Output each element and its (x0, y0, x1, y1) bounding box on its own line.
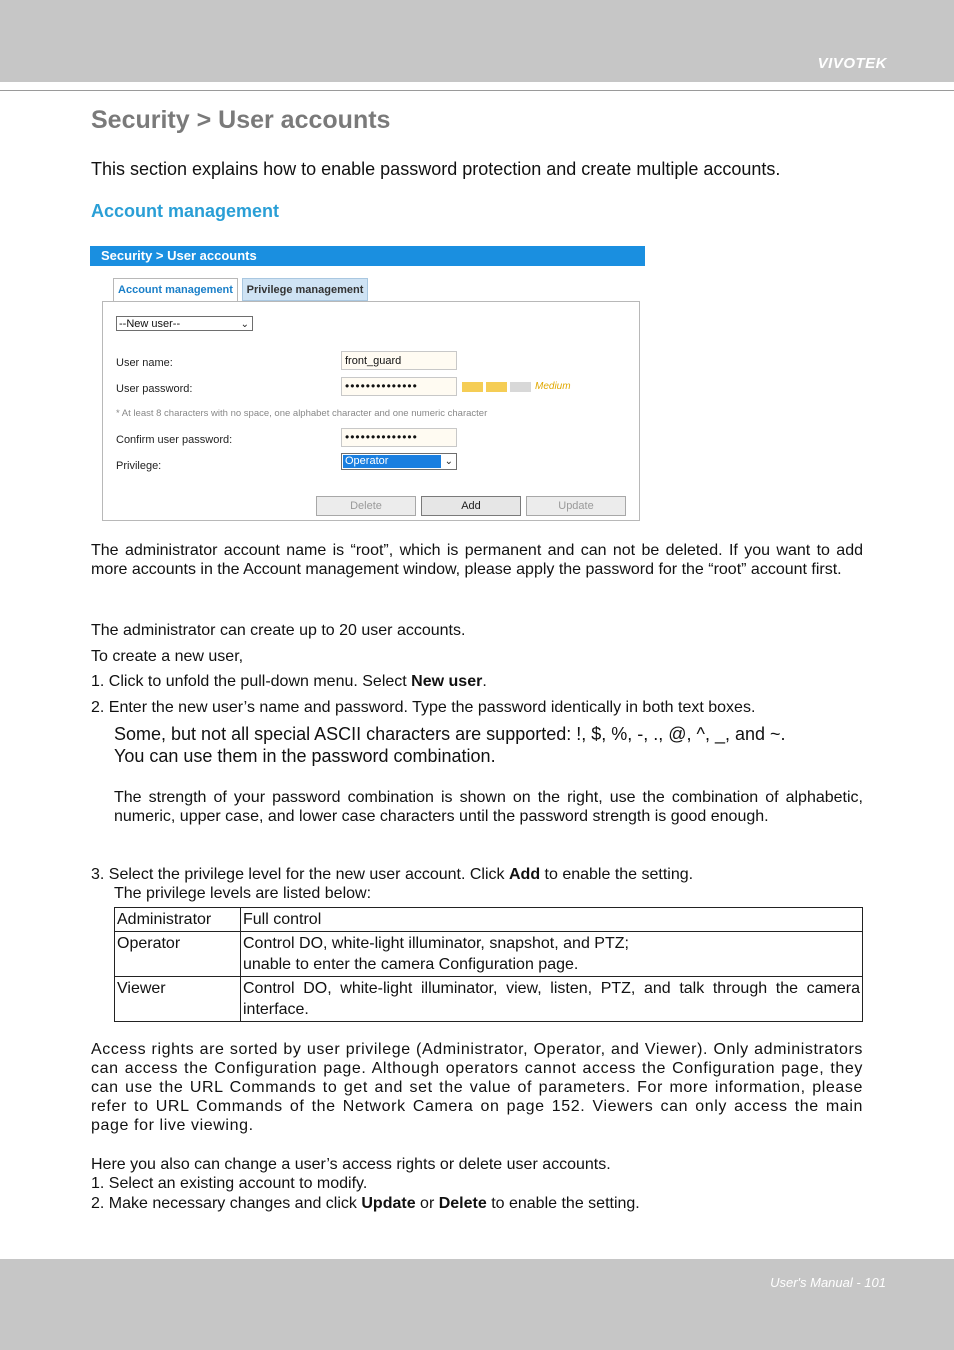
update-button[interactable]: Update (526, 496, 626, 516)
change-step-2-end: to enable the setting. (486, 1195, 640, 1212)
brand-logo: VIVOTEK (817, 55, 887, 72)
change-step-2-update: Update (361, 1195, 416, 1212)
table-cell-level: Viewer (115, 977, 241, 1022)
page-title: Security > User accounts (91, 106, 391, 134)
root-account-paragraph: The administrator account name is “root”, which is permanent and can not be deleted. If you want to add more accounts in the Account management window, please apply the password for the “root” account first. (91, 542, 863, 578)
levels-intro: The privilege levels are listed below: (114, 885, 372, 902)
access-rights-paragraph: Access rights are sorted by user privilege (Administrator, Operator, and Viewer). Only administrators can access the Configuration page. Although operators cannot access the Configuration page, they can use the URL Commands to get and set the value of parameters. For more information, please refer to URL Commands of the Network Camera on page 152. Viewers can only access the main page for live viewing. (91, 1041, 863, 1134)
description-line: Control DO, white-light illuminator, snapshot, and PTZ; (243, 935, 629, 952)
create-user-intro: To create a new user, (91, 648, 244, 665)
user-name-input[interactable]: front_guard (341, 351, 457, 370)
strength-bar-segment (462, 382, 483, 392)
strength-label: Medium (535, 381, 571, 392)
step-3-end: to enable the setting. (540, 866, 694, 883)
header-divider (0, 90, 954, 91)
table-row (115, 932, 863, 977)
step-1-text: 1. Click to unfold the pull-down menu. Select (91, 673, 412, 690)
step-2: 2. Enter the new user’s name and password. Type the password identically in both text boxes. (91, 699, 756, 716)
add-button[interactable]: Add (421, 496, 521, 516)
delete-button[interactable]: Delete (316, 496, 416, 516)
privilege-table (114, 907, 863, 1022)
tab-privilege-management[interactable]: Privilege management (242, 278, 368, 301)
special-chars-line-1: Some, but not all special ASCII characters are supported: !, $, %, -, ., @, ^, _, and ~. (114, 724, 786, 744)
privilege-label: Privilege: (116, 460, 162, 472)
description-line: Full control (243, 911, 322, 928)
confirm-password-label: Confirm user password: (116, 434, 233, 446)
step-3-text: 3. Select the privilege level for the new user account. Click (91, 866, 509, 883)
step-3 (91, 865, 863, 884)
tab-account-management[interactable]: Account management (113, 278, 238, 302)
step-1 (91, 672, 863, 691)
privilege-select[interactable] (341, 453, 457, 470)
footer-band (0, 1259, 954, 1350)
table-row (115, 977, 863, 1022)
table-cell-level: Administrator (115, 908, 241, 932)
step-3-bold: Add (508, 866, 541, 883)
section-heading: Account management (91, 201, 280, 221)
page-number: User's Manual - 101 (770, 1275, 886, 1290)
max-accounts-paragraph: The administrator can create up to 20 user accounts. (91, 622, 466, 639)
strength-bar-segment (486, 382, 507, 392)
strength-note: The strength of your password combination is shown on the right, use the combination of alphabetic, numeric, upper case, and lower case characters until the password strength is good enough. (114, 789, 863, 825)
table-cell-description (241, 908, 863, 932)
user-password-label: User password: (116, 383, 193, 395)
change-step-2-text: 2. Make necessary changes and click (91, 1195, 362, 1212)
change-intro: Here you also can change a user’s access rights or delete user accounts. (91, 1156, 611, 1173)
change-step-2-or: or (415, 1195, 439, 1212)
change-step-2 (91, 1194, 863, 1213)
description-line: Control DO, white-light illuminator, view, listen, PTZ, and talk through the camera interface. (243, 980, 860, 1018)
change-step-2-delete: Delete (438, 1195, 487, 1212)
screenshot-title-bar: Security > User accounts (90, 246, 645, 266)
table-row (115, 908, 863, 932)
strength-bar-segment (510, 382, 531, 392)
chevron-down-icon: ⌄ (240, 319, 249, 330)
header-band (0, 0, 954, 82)
password-hint: * At least 8 characters with no space, one alphabet character and one numeric character (116, 408, 488, 419)
user-select-value: --New user-- (119, 318, 181, 330)
table-cell-level: Operator (115, 932, 241, 977)
user-password-input[interactable]: •••••••••••••• (341, 377, 457, 396)
step-1-bold: New user (411, 673, 483, 690)
change-step-1: 1. Select an existing account to modify. (91, 1175, 368, 1192)
description-line: unable to enter the camera Configuration page. (243, 956, 579, 973)
confirm-password-input[interactable]: •••••••••••••• (341, 428, 457, 447)
user-select-dropdown[interactable] (116, 316, 253, 331)
table-cell-description (241, 932, 863, 977)
table-cell-description (241, 977, 863, 1022)
step-1-end: . (482, 673, 487, 690)
intro-text: This section explains how to enable password protection and create multiple accounts. (91, 159, 781, 179)
privilege-select-value: Operator (343, 455, 441, 468)
user-name-label: User name: (116, 357, 173, 369)
special-chars-line-2: You can use them in the password combination. (114, 746, 496, 766)
chevron-down-icon: ⌄ (444, 456, 453, 467)
